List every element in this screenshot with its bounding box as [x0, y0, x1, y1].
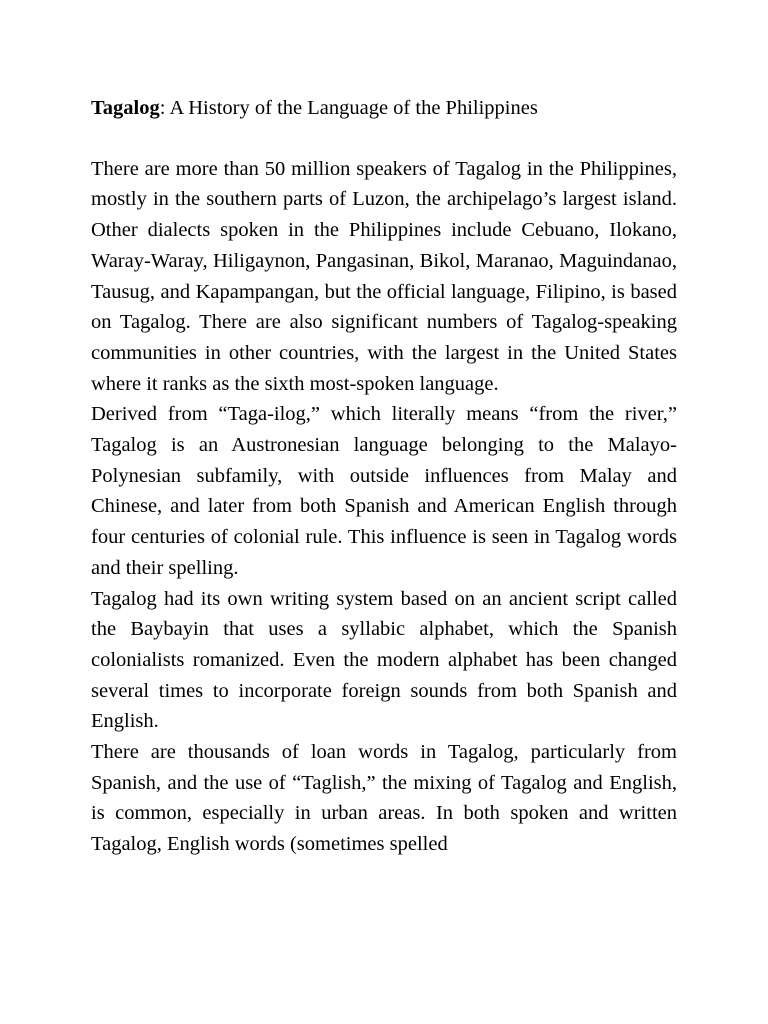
title-bold-word: Tagalog: [91, 97, 160, 119]
document-title: [91, 93, 677, 124]
paragraph: There are thousands of loan words in Tagalog, particularly from Spanish, and the use of “Taglish,” the mixing of Tagalog and English, is common, especially in urban areas. In both spoken and written Tagalog, English words (sometimes spelled: [91, 741, 677, 856]
paragraph: Derived from “Taga-ilog,” which literally means “from the river,” Tagalog is an Austronesian language belonging to the Malayo-Polynesian subfamily, with outside influences from Malay and Chinese, and later from both Spanish and American English through four centuries of colonial rule. This influence is seen in Tagalog words and their spelling.: [91, 403, 677, 579]
paragraph: Tagalog had its own writing system based on an ancient script called the Baybayin that uses a syllabic alphabet, which the Spanish colonialists romanized. Even the modern alphabet has been changed several times to incorporate foreign sounds from both Spanish and English.: [91, 587, 677, 733]
title-rest: : A History of the Language of the Philippines: [159, 97, 538, 119]
document-page: [91, 93, 677, 860]
paragraph: There are more than 50 million speakers of Tagalog in the Philippines, mostly in the southern parts of Luzon, the archipelago’s largest island. Other dialects spoken in the Philippines include Cebuano, Ilokano, Waray-Waray, Hiligaynon, Pangasinan, Bikol, Maranao, Maguindanao, Tausug, and Kapampangan, but the official language, Filipino, is based on Tagalog. There are also significant numbers of Tagalog-speaking communities in other countries, with the largest in the United States where it ranks as the sixth most-spoken language.: [91, 157, 677, 395]
